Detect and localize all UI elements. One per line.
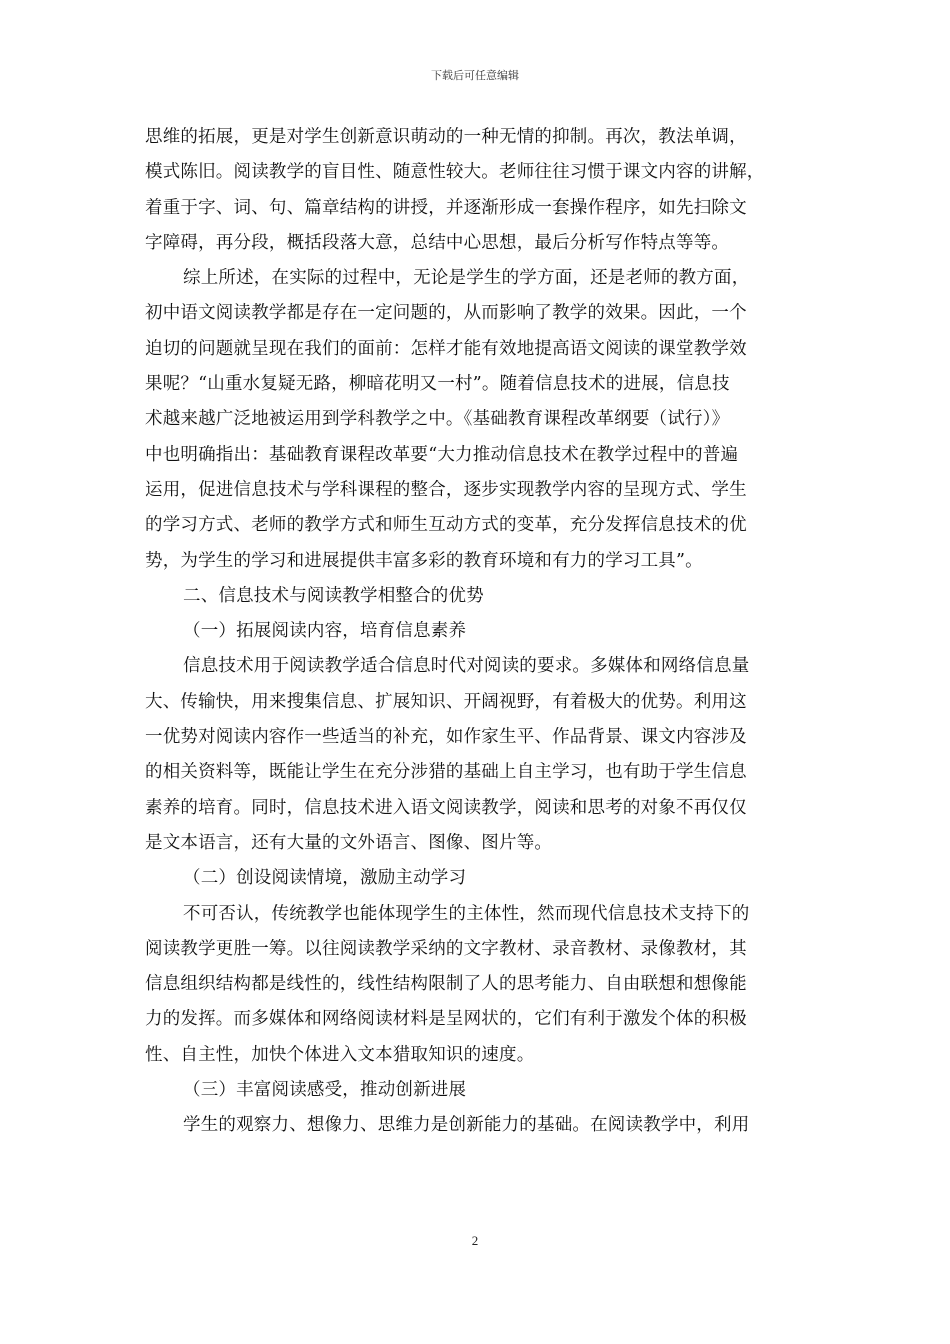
text-line: 二、信息技术与阅读教学相整合的优势 <box>183 585 484 606</box>
text-line: 中也明确指出：基础教育课程改革要“大力推动信息技术在教学过程中的普遍 <box>145 444 739 465</box>
text-line: 阅读教学更胜一筹。以往阅读教学采纳的文字教材、录音教材、录像教材，其 <box>145 938 747 959</box>
text-line: 模式陈旧。阅读教学的盲目性、随意性较大。老师往往习惯于课文内容的讲解， <box>145 162 765 183</box>
text-line: 字障碍，再分段，概括段落大意，总结中心思想，最后分析写作特点等等。 <box>145 232 730 253</box>
text-line: 信息组织结构都是线性的，线性结构限制了人的思考能力、自由联想和想像能 <box>145 974 747 995</box>
text-line: 综上所述，在实际的过程中，无论是学生的学方面，还是老师的教方面， <box>183 268 750 289</box>
text-line: 初中语文阅读教学都是存在一定问题的，从而影响了教学的效果。因此，一个 <box>145 303 747 324</box>
text-line: （二）创设阅读情境，激励主动学习 <box>183 868 467 889</box>
page-header: 下载后可任意编辑 <box>431 69 519 82</box>
text-line: （三）丰富阅读感受，推动创新进展 <box>183 1080 467 1101</box>
text-line: 不可否认，传统教学也能体现学生的主体性，然而现代信息技术支持下的 <box>183 903 750 924</box>
text-line: 的相关资料等，既能让学生在充分涉猎的基础上自主学习，也有助于学生信息 <box>145 762 747 783</box>
text-line: 迫切的问题就呈现在我们的面前：怎样才能有效地提高语文阅读的课堂教学效 <box>145 338 747 359</box>
text-line: 的学习方式、老师的教学方式和师生互动方式的变革，充分发挥信息技术的优 <box>145 515 747 536</box>
text-line: 性、自主性，加快个体进入文本猎取知识的速度。 <box>145 1044 535 1065</box>
text-line: 运用，促进信息技术与学科课程的整合，逐步实现教学内容的呈现方式、学生 <box>145 479 747 500</box>
text-line: 学生的观察力、想像力、思维力是创新能力的基础。在阅读教学中，利用 <box>183 1115 750 1136</box>
text-line: 力的发挥。而多媒体和网络阅读材料是呈网状的，它们有利于激发个体的积极 <box>145 1009 747 1030</box>
text-line: （一）拓展阅读内容，培育信息素养 <box>183 621 467 642</box>
text-line: 素养的培育。同时，信息技术进入语文阅读教学，阅读和思考的对象不再仅仅 <box>145 797 747 818</box>
text-line: 信息技术用于阅读教学适合信息时代对阅读的要求。多媒体和网络信息量 <box>183 656 750 677</box>
text-line: 是文本语言，还有大量的文外语言、图像、图片等。 <box>145 832 553 853</box>
text-line: 思维的拓展，更是对学生创新意识萌动的一种无情的抑制。再次，教法单调， <box>145 127 747 147</box>
text-line: 势，为学生的学习和进展提供丰富多彩的教育环境和有力的学习工具”。 <box>145 550 703 571</box>
text-line: 大、传输快，用来搜集信息、扩展知识、开阔视野，有着极大的优势。利用这 <box>145 691 747 712</box>
text-line: 果呢？“山重水复疑无路，柳暗花明又一村”。随着信息技术的进展，信息技 <box>145 374 730 395</box>
text-line: 一优势对阅读内容作一些适当的补充，如作家生平、作品背景、课文内容涉及 <box>145 727 747 748</box>
page-number: 2 <box>471 1233 479 1248</box>
body-text <box>145 120 815 1144</box>
text-line: 术越来越广泛地被运用到学科教学之中。《基础教育课程改革纲要（试行）》 <box>145 409 730 430</box>
text-line: 着重于字、词、句、篇章结构的讲授，并逐渐形成一套操作程序，如先扫除文 <box>145 197 747 218</box>
